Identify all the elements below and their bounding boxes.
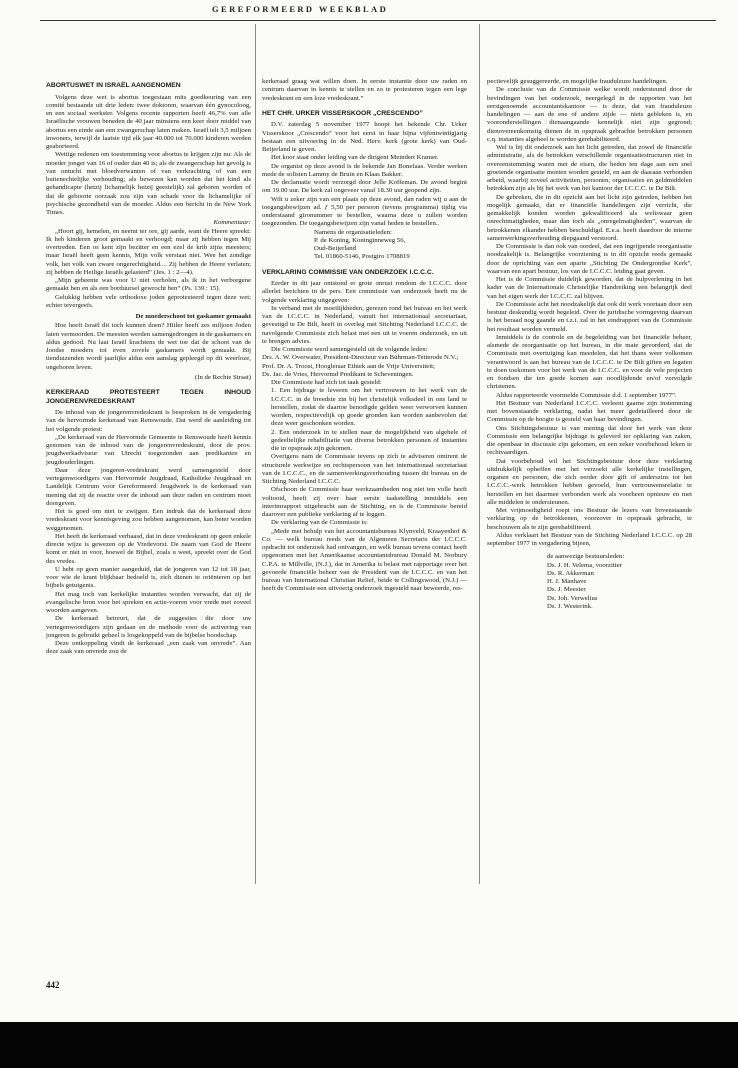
paragraph: Ofschoon de Commissie haar werkzaamheden nog niet ten volle heeft voltooid, heeft zij over haar eerste taakstelling inmiddels een interimrapport uitgebracht aan de Stichting, en is de Commissie bereid daarover een publieke verklaring af te leggen.: [262, 486, 467, 518]
scan-bottom-border: [0, 1022, 738, 1068]
member-name: Ds. Joh. Verwelius: [547, 594, 598, 602]
members-heading: de aanwezige bestuursleden:: [547, 553, 625, 561]
commentary-label: Kommentaar:: [213, 219, 251, 227]
paragraph: „Mijn gebeente was voor U niet verholen, als ik in het verborgene gemaakt ben en als een borduursel gewrocht ben” (Ps. 139 : 15).: [46, 277, 251, 293]
paragraph: Die Commissie had zich tot taak gesteld:: [271, 379, 382, 386]
article-heading: HET CHR. URKER VISSERSKOOR „CRESCENDO”: [262, 109, 423, 117]
paragraph: Ons Stichtingsbestuur is van mening dat door het werk van deze Commissie een belangrijke bijdrage is geleverd ter opklaring van zaken, die openbaar in discussie zijn gekomen, en een zeker voorbehoud leken te rechtvaardigen.: [487, 424, 692, 457]
paragraph: Die Commissie werd samengesteld uit de volgende leden:: [271, 346, 428, 353]
paragraph: De Commissie is dan ook van oordeel, dat een ingrijpende reorganisatie noodzakelijk is. Belangrijke voorziening is in dit opzicht reeds gemaakt door de oprichting van een aparte „Stichting De Ondergrondse Kerk”, waarvan een apart bestuur, los van de I.C.C.C. leiding gaat geven.: [487, 243, 692, 275]
paragraph: In verband met de moeilijkheden, gerezen rond het bureau en het werk van de I.C.C.C. in Nederland, vanuit het internationaal secretariaat, gevestigd te De Bilt, heeft in overleg met Stichting Nederland I.C.C.C. de navolgende Commissie zich belast met een uit te voeren onderzoek, en uit te brengen advies.: [262, 304, 467, 345]
list-item: 1. Een bijdrage te leveren om het vertrouwen in het werk van de I.C.C.C. in de breedste zin bij het christelijk volksdeel in ons land te herstellen, zodat de daartoe benodigde gelden weer verworven kunnen worden, respectievelijk op goede gronden kan worden aanbevolen dat deze weer geschonken worden.: [271, 387, 467, 428]
paragraph: Wettige redenen om toestemming voor abortus te krijgen zijn nu: Als de moeder jonger van 16 of ouder dan 40 is; als de zwangerschap het gevolg is van ontucht met bloedverwanten of van verkrachting of van een buitenechtelijke verhouding; als bewezen kan worden dat het kind als gehandicapte (hetzij lichamelijk hetzij geestelijk) zal geboren worden of dat de geboorte oorzaak zou zijn van schade voor de lichamelijke of psychische gezondheid van de moeder. Aldus een bericht in de New York Times.: [46, 151, 251, 216]
paragraph: kerkeraad graag wat willen doen. In eerste instantie door uw raden en centrum daarvan in kennis te stellen en zo te protesteren tegen een lege vredeskrant en een loze vredeskrant.”: [262, 78, 467, 102]
member-name: Ds. J. Westerink.: [547, 602, 593, 610]
paragraph: Het koor staat onder leiding van de dirigent Meindert Kramer.: [271, 154, 439, 162]
address-line: Namens de organisatieleden:: [314, 228, 392, 236]
paragraph: „De kerkeraad van de Hervormde Gemeente te Renswoude heeft kennis genomen van de inhoud van de jongerenvredeskrant, door de prov. jeugdwerkadviseur van Utrecht toegezonden aan predikanten en jeugdouderlingen.: [46, 433, 251, 466]
paragraph: De conclusie van de Commissie welke wordt ondersteund door de bevindingen van het onderzoek, neergelegd in de rapporten van het eerstgenoemde accountantskantoor — is deze, dat van frauduleuze handelingen — aan de ene of andere zijde — niets gebleken is, en vooronderstellingen dienaangaande kennelijk niet zijn gegrond; dienovereenkomstig dienen de in opspraak gebrachte betrokken personen c.q. instanties algeheel te worden gerehabiliteerd.: [487, 86, 692, 143]
column-rule: [255, 24, 256, 884]
paragraph: Gelukkig hebben vele orthodoxe joden geprotesteerd tegen deze wet; echter tevergeefs.: [46, 293, 251, 309]
paragraph: Aldus rapporteerde voormelde Commissie d.d. 1 september 1977”.: [496, 391, 677, 399]
paragraph: De Commissie acht het noodzakelijk dat ook dit werk voortaan door een bestuur deskundig wordt begeleid. Over de juridische vormgeving daarvan is het beraad nog gaande en t.z.t. zal in het eindrapport van de Commissie het resultaat worden vermeld.: [487, 300, 692, 333]
paragraph: Wel is bij dit onderzoek aan het licht getreden, dat zowel de financiële administratie, als de betrokken verschillende organisatiestructuren niet in overeenstemming waren met de eisen, die heden ten dage aan een snel groeiende organisatie moeten worden gesteld, en aan de daaraan verbonden arbeid, waarbij zoveel activiteiten, personen, organisaties en geldmiddelen betrokken zijn als bij het werk van het kantoor der I.C.C.C. te De Bilt.: [487, 144, 692, 193]
header-rule: [40, 20, 716, 21]
source-credit: (In de Rechte Straat): [194, 373, 251, 381]
paragraph: U hebt op geen manier aangeduid, dat de jongeren van 12 tot 18 jaar, voor wie de krant blijkbaar bedoeld is, zich dienen te oriënteren op het bijbels getuigenis.: [46, 565, 251, 590]
paragraph: Overigens nam de Commissie tevens op zich te adviseren omtrent de structurele werkwijze en rechtspersoon van het internationaal secretariaat van de I.C.C.C., en de samenwerkingsverhouding tussen dit bureau en de Stichting Nederland I.C.C.C.: [262, 453, 467, 485]
paragraph: De inhoud van de jongerenvredeskrant is besproken in de vergadering van de hervormde kerkeraad van Renswoude. Dat werd de aanleiding tot het volgende protest:: [46, 409, 251, 433]
page-number: 442: [46, 980, 60, 990]
paragraph: Het mag toch van kerkelijke instanties worden verwacht, dat zij de evangelische bron voor het spreken en actie-voeren voor vrede met zoveel woorden aangeven.: [46, 590, 251, 614]
paragraph: De verklaring van de Commissie is:: [271, 519, 368, 527]
paragraph: Het Bestuur van Nederland I.C.C.C. verleent gaarne zijn instemming met bovenstaande verklaring, nadat het meer gedetailleerd door de Commissie op de hoogte is gesteld van haar bevindingen.: [487, 399, 692, 424]
paragraph: Aldus verklaart het Bestuur van de Stichting Nederland I.C.C.C. op 28 september 1977 in vergadering bijeen,: [487, 531, 692, 547]
paragraph: „Mede met behulp van het accountantsbureau Klynveld, Kraayenhof & Co. — welk bureau reeds van de Algemeen Secretaris der I.C.C.C. opdracht tot onderzoek had ontvangen, en welk bureau tevens contact heeft opgenomen met het Amerikaanse accountantsbureau Donald M. Norbury C.P.A. te Millville, (N.J.), dat in Amerika is belast met rapportage over het gevoerde financiële beheer van de President van de I.C.C.C. en van het bureau van International Christian Relief, beide te Collingswood, (N.J.) — heeft de Commissie een uitvoerig onderzoek ingesteld naar beweerde, res-: [262, 527, 467, 593]
paragraph: De declamatie wordt verzorgd door Jelle Koffeman. De avond begint om 19.00 uur. De kerk zal ongeveer vanaf 18.30 uur geopend zijn.: [262, 179, 467, 195]
paragraph: pectievelijk gesuggereerde, en mogelijke frauduleuze handelingen.: [487, 78, 668, 85]
paragraph: Daar deze jongeren-vredeskrant werd samengesteld door vertegenwoordigers van Hervormde Jeugdraad, Katholieke Jeugdraad en Landelijk Centrum voor Gereformeerd Jeugdwerk is de kerkeraad van mening dat zij de reactie over de inhoud aan deze raden en centrum moet doorgeven.: [46, 466, 251, 507]
paragraph: De kerkeraad betreurt, dat de suggesties die door uw vertegenwoordigers zijn gedaan en de methode voor de activering van jongeren is gebruikt geheel is losgekoppeld van de bijbelse boodschap.: [46, 615, 251, 639]
paragraph: „Hoort gij, hemelen, en neemt ter ore, gij aarde, want de Heere spreekt: Ik heb kinderen groot gemaakt en verhoogd; maar zij hebben tegen Mij overtreden. Een os kent zijn bezitter en een ezel de krib zijns meesters; maar Israël heeft geen kennis, Mijn volk verstaat niet. Wee het zondige volk, het volk van zware ongerechtigheid.... Zij hebben de Heere verlaten; zij hebben de Heilige Israëls gelasterd” (Jes. 1 : 2—4).: [46, 227, 251, 276]
member-name: Ds. J. H. Velema, voorzitter: [547, 561, 622, 569]
board-members: [487, 553, 692, 611]
address-line: Tel. 01860-5146, Postgiro 1708819: [314, 253, 410, 261]
paragraph: Het is de Commissie duidelijk geworden, dat de hulpverlening in het kader van de Internationale Christelijke Handreiking een belangrijk deel van het eigen werk der I.C.C.C. zal blijven.: [487, 276, 692, 300]
member-line: Prof. Dr. A. Troost, Hoogleraar Ethiek aan de Vrije Universiteit;: [262, 362, 435, 370]
column-2: [262, 78, 467, 594]
paragraph: Dat voorbehoud wil het Stichtingsbestuur door deze verklaring uitdrukkelijk opheffen met het verzoekt alle kerkelijke instellingen, organen en personen, die zich eerder door gift of anderszins tot het I.C.C.C.-werk betrokken hebben gevoeld, hun vertrouwensrelatie te herstellen en het daarmee verbonden werk als voorheen opnieuw en met alle middelen te ondersteunen.: [487, 457, 692, 506]
paragraph: Het heeft de kerkeraad verbaasd, dat in deze vredeskrant op geen enkele directe wijze is gewezen op de Vredevorst. De naam van God de Heere komt er niet in voor, hoewel de Bijbel, zoals u weet, spreekt over de God des vredes.: [46, 532, 251, 565]
member-line: Ds. Jac. de Vries, Hervormd Predikant te Scheveningen.: [262, 370, 414, 378]
paragraph: Het is goed om niet te zwijgen. Een indruk dat de kerkeraad deze vredeskrant voor kennisgeving zou hebben aangenomen, kan beter worden weggenomen.: [46, 508, 251, 532]
list-item: 2. Een onderzoek in te stellen naar de mogelijkheid van algehele of gedeeltelijke rehabilitatie van diverse betrokken personen of instanties die in opspraak zijn gekomen.: [271, 428, 467, 452]
member-name: Ds. R. Akkerman: [547, 569, 594, 577]
paragraph: Deze ontkoppeling vindt de kerkeraad „een zaak van onvrede”. Aan deze zaak van onvrede zou de: [46, 640, 251, 656]
article-heading: KERKERAAD PROTESTEERT TEGEN INHOUD JONGERENVREDESKRANT: [46, 389, 251, 405]
paragraph: Hoe heeft Israël dit toch kunnen doen? Hitler heeft zes miljoen Joden laten vermoorden. De meesten werden samengedrongen in de gaskamers en aldus gedood. Nu laat Israël krachtens de wet toe dat de schoot van de Joodse moeders tot even zovele gaskamers wordt gemaakt. Bij tienduizenden wordt jaarlijks aldus een aanslag gepleegd op dit weerloze, ongeboren leven.: [46, 322, 251, 371]
paragraph: Eerder in dit jaar ontstond er grote onrust rondom de I.C.C.C. door allerlei berichten in de pers. Een commissie van onderzoek heeft nu de volgende verklaring uitgegeven:: [262, 280, 467, 304]
member-name: H. J. Manhave: [547, 578, 587, 585]
member-name: Ds. J. Meester: [547, 586, 586, 594]
paragraph: De gebreken, die in dit opzicht aan het licht zijn getreden, hebben het mogelijk gemaakt, dat er financiële handelingen zijn verricht, die gemakkelijk konden worden gekwalificeerd als weliswaar geen onrechtmatigheden, maar dan toch als „onregelmatigheden”, waarvan de betrokkenen elkander hebben beschuldigd. E.e.a. heeft daardoor de interne samenwerkingsverhouding diepgaand verstoord.: [487, 193, 692, 242]
paragraph: De organist op deze avond is de bekende Jan Bonefaas. Verder werken mede de solisten Lammy de Bruin en Klaas Bakker.: [262, 162, 467, 178]
subheading: De moederschoot tot gaskamer gemaakt: [135, 313, 251, 320]
page-header: GEREFORMEERD WEEKBLAD: [212, 4, 389, 14]
member-line: Drs. A. W. Overwater, President-Directeur van Bührman-Tetterode N.V.;: [262, 354, 459, 362]
column-rule: [479, 24, 480, 884]
paragraph: Met vrijmoedigheid roept ons Bestuur de lezers van bovenstaande verklaring op de betrokkenen, voorzover in opspraak gebracht, te beschouwen als te zijn gerehabiliteerd.: [487, 507, 692, 531]
paragraph: Wilt u zeker zijn van een plaats op deze avond, dan raden wij u aan de toegangsbewijzen ad. ƒ 5,50 per persoon (tevens programma) tijdig via onderstaand gironummer te bestellen, waarna deze u zullen worden toegezonden. De toegangsbewijzen zijn vanaf heden te bestellen..: [262, 195, 467, 228]
address-line: Oud-Beijerland: [314, 245, 356, 252]
article-heading: ABORTUSWET IN ISRAËL AANGENOMEN: [46, 82, 181, 89]
article-heading: VERKLARING COMMISSIE VAN ONDERZOEK I.C.C.C.: [262, 268, 434, 276]
column-1: [46, 82, 251, 657]
paragraph: D.V. zaterdag 5 november 1977 hoopt het bekende Chr. Urker Visserskoor „Crescendo” voor het eerst in haar bijna vijfentwintigjarig bestaan een uitvoering in de Ned. Herv. kerk (grote kerk) van Oud-Beijerland te geven.: [262, 121, 467, 153]
paragraph: Inmiddels is de controle en de begeleiding van het financiële beheer, alsmede de reorganisatie op het bureau, in die mate gevorderd, dat de Commissie met overtuiging kan meedelen, dat het thans weer volkomen verantwoord is aan het bureau van de I.C.C.C. te De Bilt giften en legaten te doen toekomen voor het werk van de I.C.C.C. en voor de vele projecten en fondsen die ten goede komen aan noodlijdende en/of vervolgde christenen.: [487, 333, 692, 391]
column-3: [487, 78, 692, 611]
paragraph: Volgens deze wet is abortus toegestaan mits goedkeuring van een comité bestaande uit drie leden: twee doktoren, waarvan één gynocoloog, en een sociaal werkster. Volgens recente rapporten heeft 46,7% van alle Israëlische vrouwen beneden de 40 jaar minstens een keer door middel van abortus een einde aan een zwangerschap laten maken. Israël telt 3,5 miljoen inwoners, terwijl de laatste tijd elk jaar 40.000 tot 70.000 kinderen werden geaborteerd.: [46, 93, 251, 150]
address-line: P. de Koning, Koninginneweg 56,: [314, 236, 406, 244]
